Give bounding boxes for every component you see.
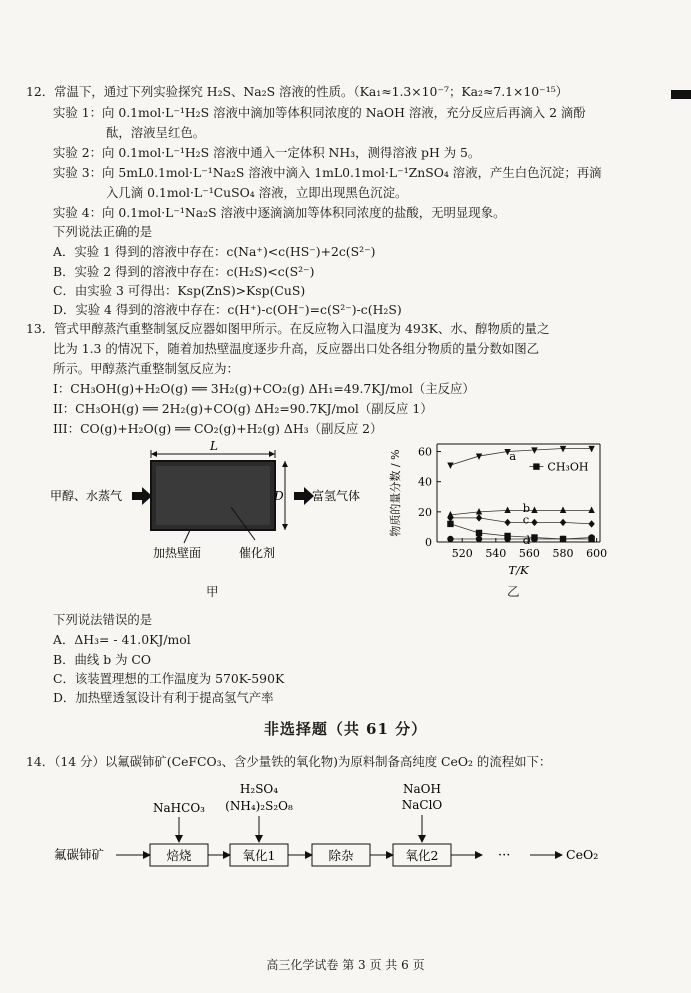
legend-marker	[533, 463, 539, 469]
q12-exp1: 实验 1：向 0.1mol·L⁻¹H₂S 溶液中滴加等体积同浓度的 NaOH 溶液，充分反应后再滴入 2 滴酚	[53, 105, 586, 120]
x-axis-label: T/K	[508, 563, 529, 577]
q13-option-a: A．ΔH₃= - 41.0KJ/mol	[53, 632, 191, 647]
q13-option-d: D．加热壁透氢设计有利于提高氢气产率	[53, 690, 274, 705]
point-d	[476, 536, 482, 542]
process-flowchart	[50, 770, 650, 870]
series-line-b	[450, 510, 591, 515]
x-tick-label: 600	[586, 547, 608, 560]
curve-label-d: d	[522, 533, 531, 548]
q13-reaction-2: II：CH₃OH(g) ══ 2H₂(g)+CO(g) ΔH₂=90.7KJ/mol（副反应 1）	[53, 401, 433, 416]
point-CH₃OH	[588, 536, 594, 542]
reactor-figure	[50, 440, 370, 570]
point-CH₃OH	[560, 536, 566, 542]
q12-option-b: B．实验 2 得到的溶液中存在：c(H₂S)<c(S²⁻)	[53, 264, 315, 279]
diameter-label: D	[274, 489, 284, 503]
catalyst-label: 催化剂	[239, 546, 276, 560]
q12-option-c: C．由实验 3 可得出：Ksp(ZnS)>Ksp(CuS)	[53, 283, 306, 298]
q12-option-a: A．实验 1 得到的溶液中存在：c(Na⁺)<c(HS⁻)+2c(S²⁻)	[53, 244, 376, 259]
series-line-CH₃OH	[450, 524, 591, 539]
point-c	[588, 520, 594, 527]
y-tick-label: 20	[418, 505, 432, 519]
point-c	[560, 519, 566, 526]
point-CH₃OH	[447, 521, 453, 527]
fig-a-caption: 甲	[206, 584, 219, 599]
wall-label: 加热壁面	[153, 546, 202, 560]
reagent-naoh: NaOH	[403, 782, 441, 796]
point-b	[588, 507, 594, 513]
series-line-c	[450, 518, 591, 524]
q12-exp3-cont: 入几滴 0.1mol·L⁻¹CuSO₄ 溶液，立即出现黑色沉淀。	[106, 185, 408, 200]
reagent-naclo: NaClO	[401, 798, 443, 812]
q12-prompt: 下列说法正确的是	[53, 224, 153, 239]
mole-fraction-chart	[385, 436, 625, 586]
point-b	[560, 507, 566, 513]
q12-stem: 12．常温下，通过下列实验探究 H₂S、Na₂S 溶液的性质。（Ka₁≈1.3×10⁻⁷；Ka₂≈7.1×10⁻¹⁵）	[26, 84, 569, 99]
corner-mark	[671, 90, 691, 99]
q12-exp1-cont: 酞，溶液呈红色。	[106, 125, 206, 140]
curve-label-a: a	[509, 449, 517, 464]
point-b	[531, 507, 537, 513]
legend-label: CH₃OH	[547, 460, 589, 474]
x-tick-label: 520	[451, 547, 473, 560]
point-b	[504, 507, 510, 513]
reagent-nahco3: NaHCO₃	[153, 801, 205, 815]
q13-option-b: B．曲线 b 为 CO	[53, 652, 152, 667]
product-label: CeO₂	[566, 847, 599, 862]
point-CH₃OH	[531, 534, 537, 540]
curve-label-b: b	[522, 501, 531, 516]
q13-stem-1: 13．管式甲醇蒸汽重整制氢反应器如图甲所示。在反应物入口温度为 493K、水、醇物质的量之	[26, 321, 550, 336]
y-tick-label: 0	[425, 536, 432, 549]
y-tick-label: 60	[418, 445, 432, 459]
wall-leader	[184, 530, 190, 543]
flow-ellipsis: ···	[498, 848, 511, 863]
point-CH₃OH	[476, 530, 482, 536]
step-purify-label: 除杂	[328, 848, 354, 863]
x-tick-label: 580	[552, 547, 574, 560]
point-a	[447, 463, 453, 469]
point-CH₃OH	[504, 533, 510, 539]
y-tick-label: 40	[418, 475, 432, 489]
point-a	[531, 447, 537, 453]
section-title: 非选择题（共 61 分）	[263, 720, 428, 738]
point-d	[447, 536, 453, 542]
curve-label-c: c	[522, 512, 530, 527]
q13-prompt: 下列说法错误的是	[53, 612, 153, 627]
point-c	[531, 519, 537, 526]
reagent-h2so4: H₂SO₄	[239, 782, 279, 796]
reactor-inlet-label: 甲醇、水蒸气	[50, 489, 123, 503]
reagent-persulfate: (NH₄)₂S₂O₈	[225, 799, 293, 813]
step-oxidation1-label: 氧化1	[242, 848, 276, 863]
point-c	[447, 514, 453, 521]
y-axis-label: 物质的量分数 / %	[389, 449, 402, 537]
q13-reaction-3: III：CO(g)+H₂O(g) ══ CO₂(g)+H₂(g) ΔH₃（副反应 2）	[53, 421, 383, 436]
q14-intro: 14．（14 分）以氟碳铈矿(CeFCO₃、含少量铁的氧化物)为原料制备高纯度 CeO₂ 的流程如下：	[26, 754, 552, 769]
point-a	[588, 446, 594, 452]
x-tick-label: 560	[518, 547, 540, 560]
q12-option-d: D．实验 4 得到的溶液中存在：c(H⁺)-c(OH⁻)=c(S²⁻)-c(H₂S)	[53, 302, 402, 317]
fig-b-caption: 乙	[507, 584, 520, 599]
step-roast-label: 焙烧	[166, 848, 192, 863]
q12-exp2: 实验 2：向 0.1mol·L⁻¹H₂S 溶液中通入一定体积 NH₃，测得溶液 pH 为 5。	[53, 145, 481, 160]
page-footer: 高三化学试卷 第 3 页 共 6 页	[266, 958, 425, 972]
q12-exp4: 实验 4：向 0.1mol·L⁻¹Na₂S 溶液中逐滴滴加等体积同浓度的盐酸，无明显现象。	[53, 205, 506, 220]
inlet-arrow	[132, 487, 152, 505]
reactor-outlet-label: 富氢气体	[312, 489, 361, 503]
point-c	[476, 514, 482, 521]
q13-reaction-1: I：CH₃OH(g)+H₂O(g) ══ 3H₂(g)+CO₂(g) ΔH₁=49.7KJ/mol（主反应）	[53, 381, 475, 396]
point-b	[476, 508, 482, 514]
x-tick-label: 540	[485, 547, 507, 560]
point-c	[504, 519, 510, 526]
outlet-arrow	[294, 487, 314, 505]
q12-exp3: 实验 3：向 5mL0.1mol·L⁻¹Na₂S 溶液中滴入 1mL0.1mol·L⁻¹ZnSO₄ 溶液，产生白色沉淀；再滴	[53, 165, 602, 180]
q13-option-c: C．该装置理想的工作温度为 570K-590K	[53, 671, 285, 686]
q13-stem-3: 所示。甲醇蒸汽重整制氢反应为：	[53, 361, 239, 376]
step-oxidation2-label: 氧化2	[405, 848, 439, 863]
q13-stem-2: 比为 1.3 的情况下，随着加热壁温度逐步升高，反应器出口处各组分物质的量分数如图乙	[53, 341, 540, 356]
length-label: L	[210, 440, 218, 453]
point-a	[560, 446, 566, 452]
raw-material-label: 氟碳铈矿	[54, 847, 105, 862]
